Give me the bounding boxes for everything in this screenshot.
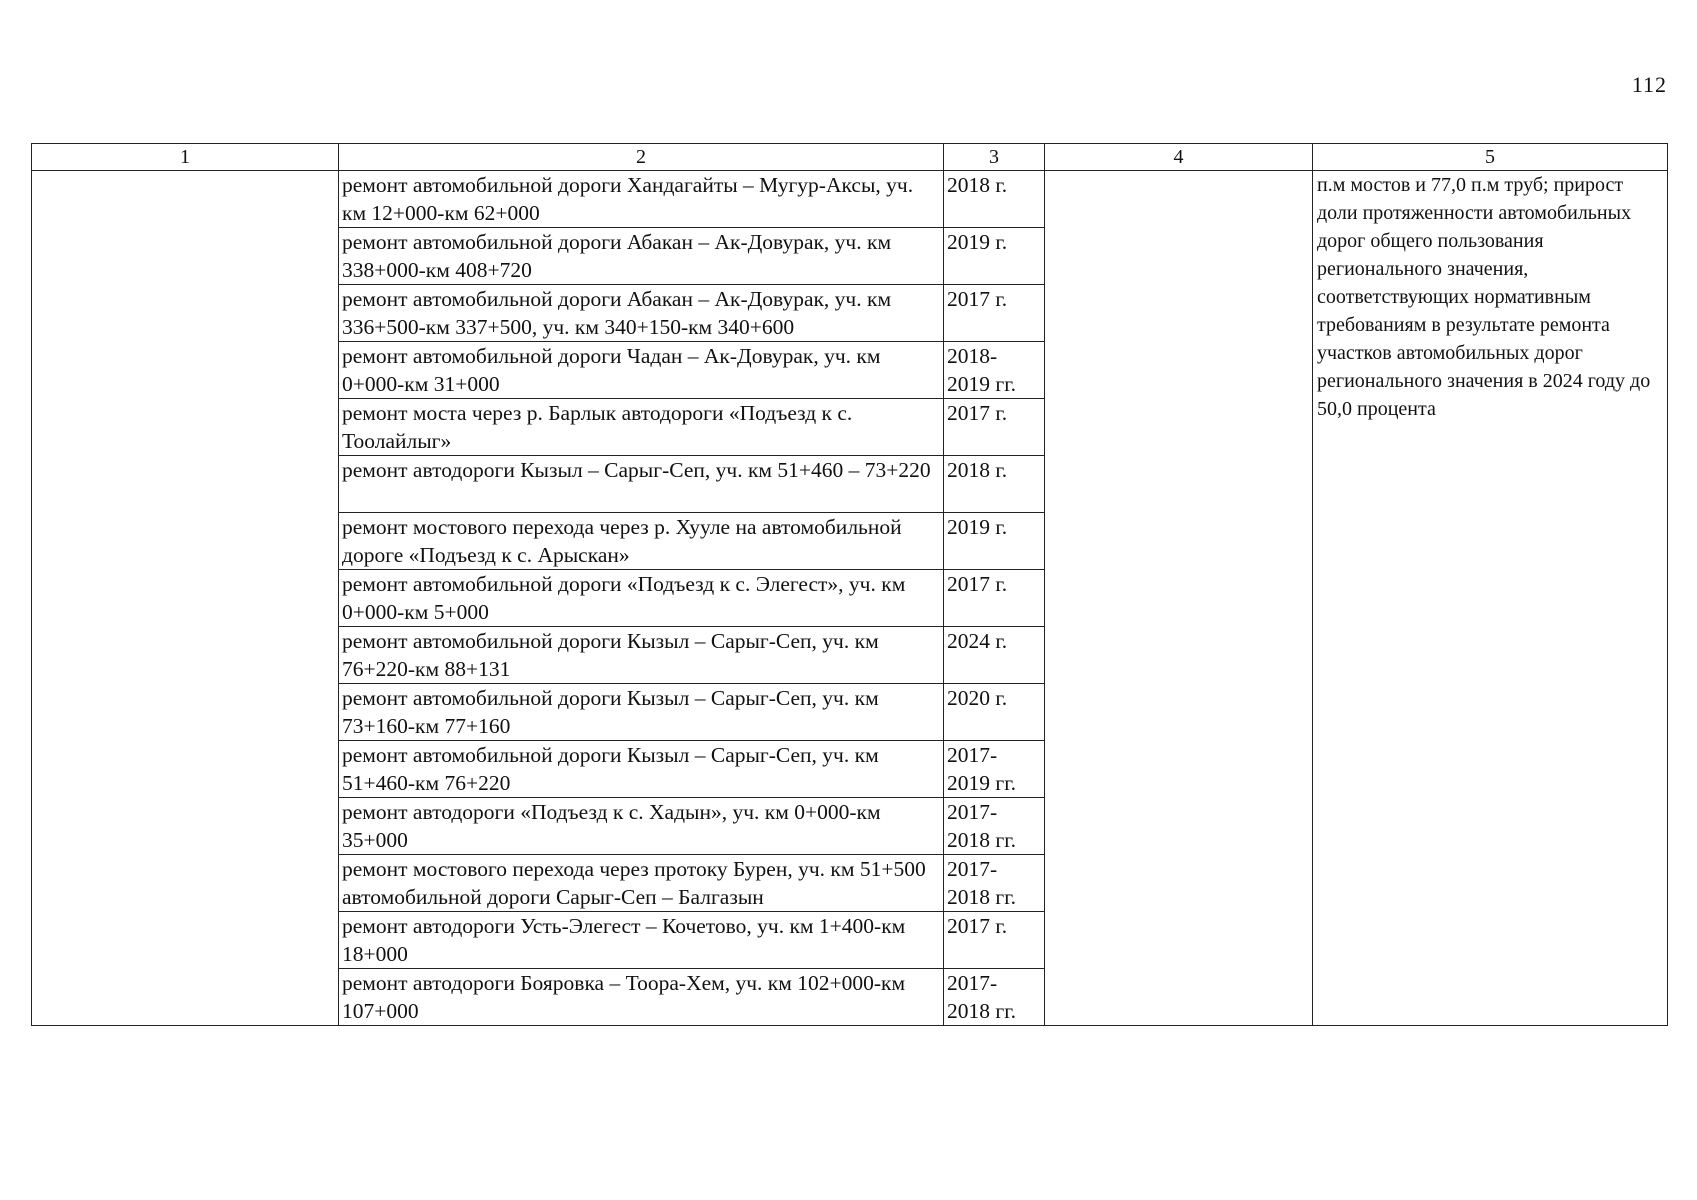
row-description: ремонт автомобильной дороги Кызыл – Сарыг-Сеп, уч. км 73+160-км 77+160 — [339, 684, 944, 741]
row-description: ремонт автомобильной дороги Чадан – Ак-Довурак, уч. км 0+000-км 31+000 — [339, 342, 944, 399]
row-year: 2019 г. — [944, 228, 1045, 285]
row-year: 2018- 2019 гг. — [944, 342, 1045, 399]
header-col-4: 4 — [1045, 144, 1313, 171]
projects-table — [31, 143, 1668, 1026]
row-description: ремонт автомобильной дороги Кызыл – Сарыг-Сеп, уч. км 51+460-км 76+220 — [339, 741, 944, 798]
row-description: ремонт мостового перехода через р. Хууле на автомобильной дороге «Подъезд к с. Арыскан» — [339, 513, 944, 570]
row-year: 2017- 2019 гг. — [944, 741, 1045, 798]
row-year: 2024 г. — [944, 627, 1045, 684]
row-description: ремонт автомобильной дороги Абакан – Ак-Довурак, уч. км 336+500-км 337+500, уч. км 340+150-км 340+600 — [339, 285, 944, 342]
row-year: 2017- 2018 гг. — [944, 798, 1045, 855]
page-number: 112 — [1631, 72, 1667, 97]
header-col-3: 3 — [944, 144, 1045, 171]
header-col-1: 1 — [32, 144, 339, 171]
row-description: ремонт мостового перехода через протоку Бурен, уч. км 51+500 автомобильной дороги Сарыг-Сеп – Балгазын — [339, 855, 944, 912]
row-year: 2020 г. — [944, 684, 1045, 741]
row-description: ремонт автодороги Бояровка – Тоора-Хем, уч. км 102+000-км 107+000 — [339, 969, 944, 1026]
row-year: 2017 г. — [944, 570, 1045, 627]
column-1-cell — [32, 171, 339, 1026]
row-description: ремонт автомобильной дороги «Подъезд к с. Элегест», уч. км 0+000-км 5+000 — [339, 570, 944, 627]
row-year: 2017 г. — [944, 285, 1045, 342]
row-description: ремонт автодороги Кызыл – Сарыг-Сеп, уч. км 51+460 – 73+220 — [339, 456, 944, 513]
header-col-2: 2 — [339, 144, 944, 171]
row-year: 2017 г. — [944, 399, 1045, 456]
row-description: ремонт моста через р. Барлык автодороги «Подъезд к с. Тоолайлыг» — [339, 399, 944, 456]
row-description: ремонт автодороги Усть-Элегест – Кочетово, уч. км 1+400-км 18+000 — [339, 912, 944, 969]
row-year: 2018 г. — [944, 456, 1045, 513]
column-4-cell — [1045, 171, 1313, 1026]
row-description: ремонт автомобильной дороги Хандагайты – Мугур-Аксы, уч. км 12+000-км 62+000 — [339, 171, 944, 228]
row-year: 2019 г. — [944, 513, 1045, 570]
row-year: 2017- 2018 гг. — [944, 969, 1045, 1026]
header-row — [32, 144, 1668, 171]
row-year: 2018 г. — [944, 171, 1045, 228]
column-5-cell: п.м мостов и 77,0 п.м труб; прирост доли протяженности автомобильных дорог общего пользования регионального значения, соответствующих нормативным требованиям в результате ремонта участков автомобильных дорог регионального значения в 2024 году до 50,0 процента — [1313, 171, 1668, 1026]
row-description: ремонт автомобильной дороги Кызыл – Сарыг-Сеп, уч. км 76+220-км 88+131 — [339, 627, 944, 684]
table-row — [32, 171, 1668, 228]
row-description: ремонт автодороги «Подъезд к с. Хадын», уч. км 0+000-км 35+000 — [339, 798, 944, 855]
row-description: ремонт автомобильной дороги Абакан – Ак-Довурак, уч. км 338+000-км 408+720 — [339, 228, 944, 285]
row-year: 2017- 2018 гг. — [944, 855, 1045, 912]
header-col-5: 5 — [1313, 144, 1668, 171]
row-year: 2017 г. — [944, 912, 1045, 969]
